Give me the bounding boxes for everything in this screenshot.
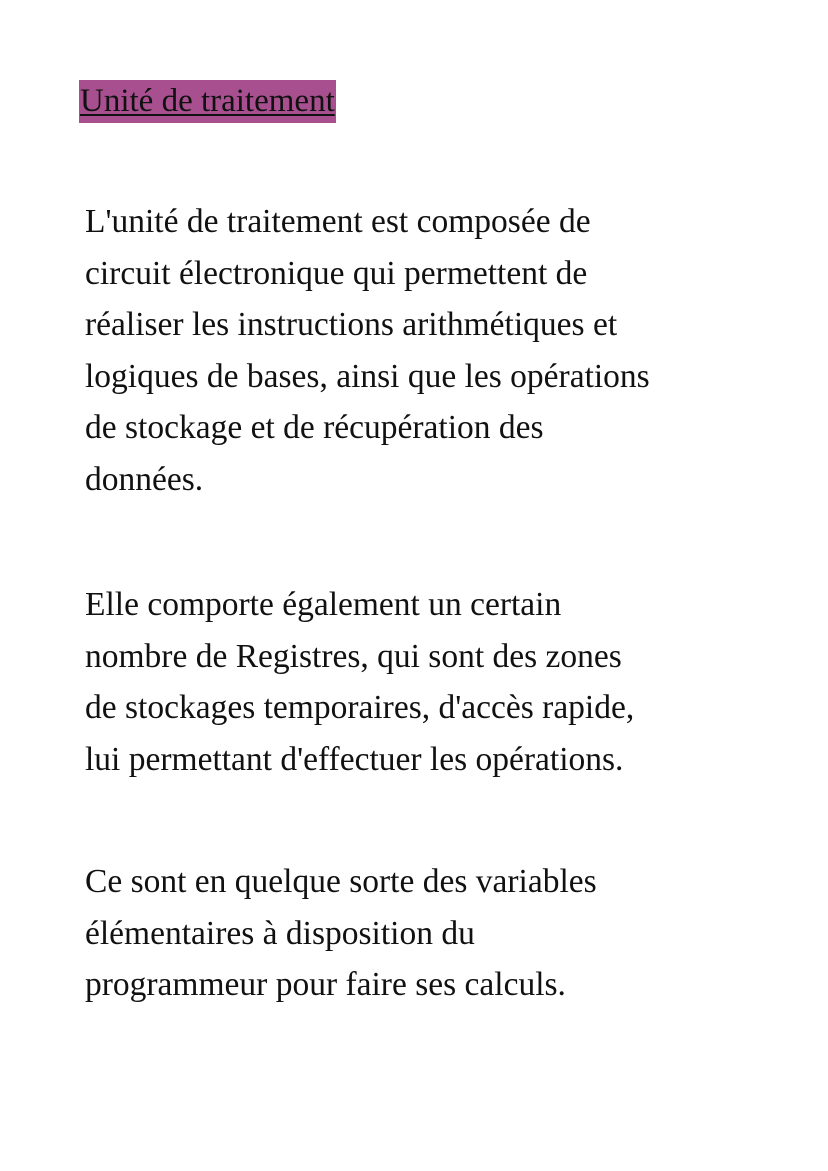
paragraph-line: de stockage et de récupération des <box>85 409 544 446</box>
paragraph-line: programmeur pour faire ses calculs. <box>85 966 566 1003</box>
paragraph-line: réaliser les instructions arithmétiques et <box>85 306 618 343</box>
paragraph-processing-unit-definition <box>85 196 785 505</box>
paragraph-line: nombre de Registres, qui sont des zones <box>85 637 622 675</box>
paragraph-variables <box>85 856 785 1011</box>
paragraph-line: L'unité de traitement est composée de <box>85 203 591 240</box>
paragraph-line: de stockages temporaires, d'accès rapide, <box>85 689 635 726</box>
paragraph-registers <box>85 579 785 785</box>
paragraph-line: logiques de bases, ainsi que les opérations <box>85 357 650 395</box>
paragraph-line: Elle comporte également un certain <box>85 586 562 623</box>
paragraph-line: circuit électronique qui permettent de <box>85 254 588 292</box>
paragraph-line: élémentaires à disposition du <box>85 914 475 952</box>
paragraph-line: lui permettant d'effectuer les opérations. <box>85 740 624 778</box>
paragraph-line: Ce sont en quelque sorte des variables <box>85 863 597 900</box>
section-heading: Unité de traitement <box>79 80 336 123</box>
paragraph-line: données. <box>85 460 204 498</box>
